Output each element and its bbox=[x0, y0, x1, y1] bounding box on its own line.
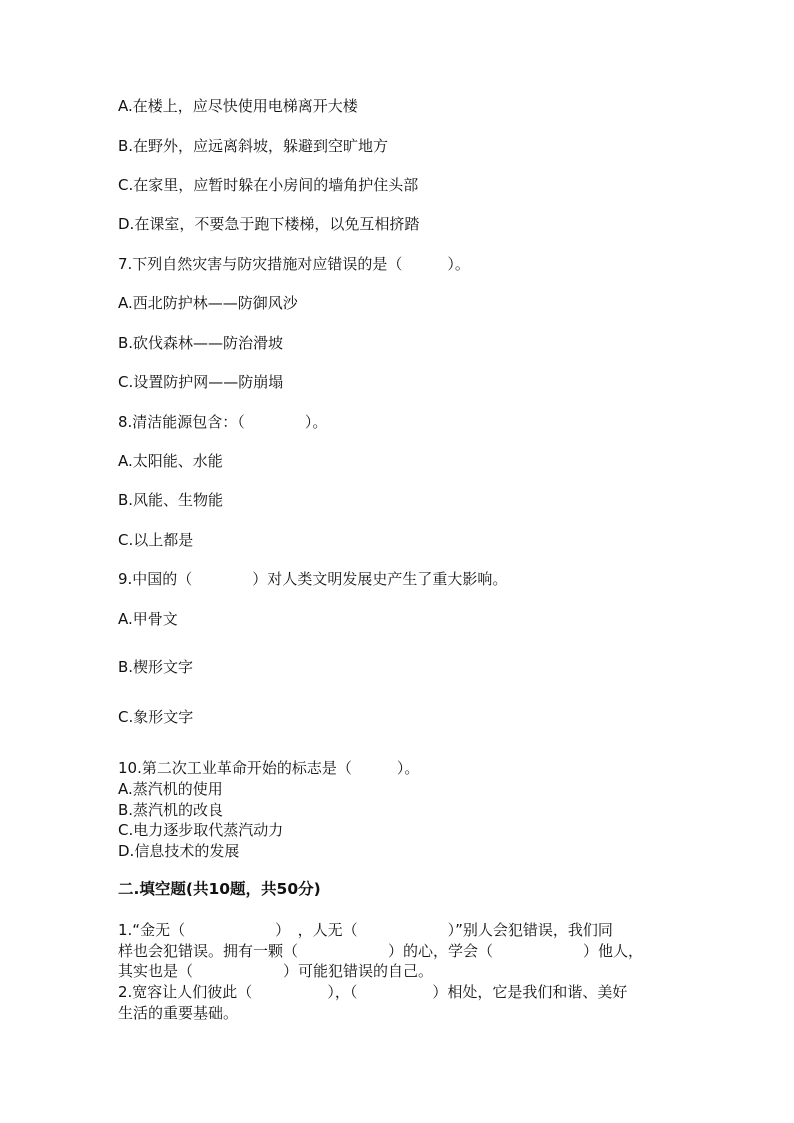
fill2-line2: 生活的重要基础。 bbox=[118, 1004, 239, 1022]
fill1-line3: 其实也是（ ）可能犯错误的自己。 bbox=[118, 962, 434, 980]
q9-option-c: C.象形文字 bbox=[118, 708, 194, 726]
fill1-line2: 样也会犯错误。拥有一颗（ ）的心，学会（ ）他人， bbox=[118, 942, 644, 960]
q8-stem: 8.清洁能源包含：（ ）。 bbox=[118, 413, 328, 431]
q7-stem: 7.下列自然灾害与防灾措施对应错误的是（ ）。 bbox=[118, 255, 470, 273]
q7-option-b: B.砍伐森林——防治滑坡 bbox=[118, 334, 284, 352]
fill1-line1: 1.“金无（ ） ，人无（ ）”别人会犯错误，我们同 bbox=[118, 921, 613, 939]
q8-option-b: B.风能、生物能 bbox=[118, 491, 224, 509]
q7-option-c: C.设置防护网——防崩塌 bbox=[118, 373, 284, 391]
q6-option-a: A.在楼上，应尽快使用电梯离开大楼 bbox=[118, 97, 358, 115]
q7-option-a: A.西北防护林——防御风沙 bbox=[118, 294, 298, 312]
q10-option-a: A.蒸汽机的使用 bbox=[118, 780, 223, 798]
q6-option-b: B.在野外，应远离斜坡，躲避到空旷地方 bbox=[118, 137, 389, 155]
fill2-line1: 2.宽容让人们彼此（ ），（ ）相处，它是我们和谐、美好 bbox=[118, 983, 628, 1001]
q6-option-d: D.在课室，不要急于跑下楼梯，以免互相挤踏 bbox=[118, 215, 420, 233]
q8-option-a: A.太阳能、水能 bbox=[118, 452, 223, 470]
q9-option-a: A.甲骨文 bbox=[118, 610, 178, 628]
q10-option-d: D.信息技术的发展 bbox=[118, 842, 240, 860]
section-title-fill-in: 二.填空题(共10题，共50分) bbox=[118, 880, 321, 898]
q9-option-b: B.楔形文字 bbox=[118, 658, 194, 676]
q10-option-b: B.蒸汽机的改良 bbox=[118, 801, 224, 819]
q10-option-c: C.电力逐步取代蒸汽动力 bbox=[118, 821, 284, 839]
q10-stem: 10.第二次工业革命开始的标志是（ ）。 bbox=[118, 759, 420, 777]
q6-option-c: C.在家里，应暂时躲在小房间的墙角护住头部 bbox=[118, 176, 419, 194]
q8-option-c: C.以上都是 bbox=[118, 531, 194, 549]
q9-stem: 9.中国的（ ）对人类文明发展史产生了重大影响。 bbox=[118, 570, 508, 588]
